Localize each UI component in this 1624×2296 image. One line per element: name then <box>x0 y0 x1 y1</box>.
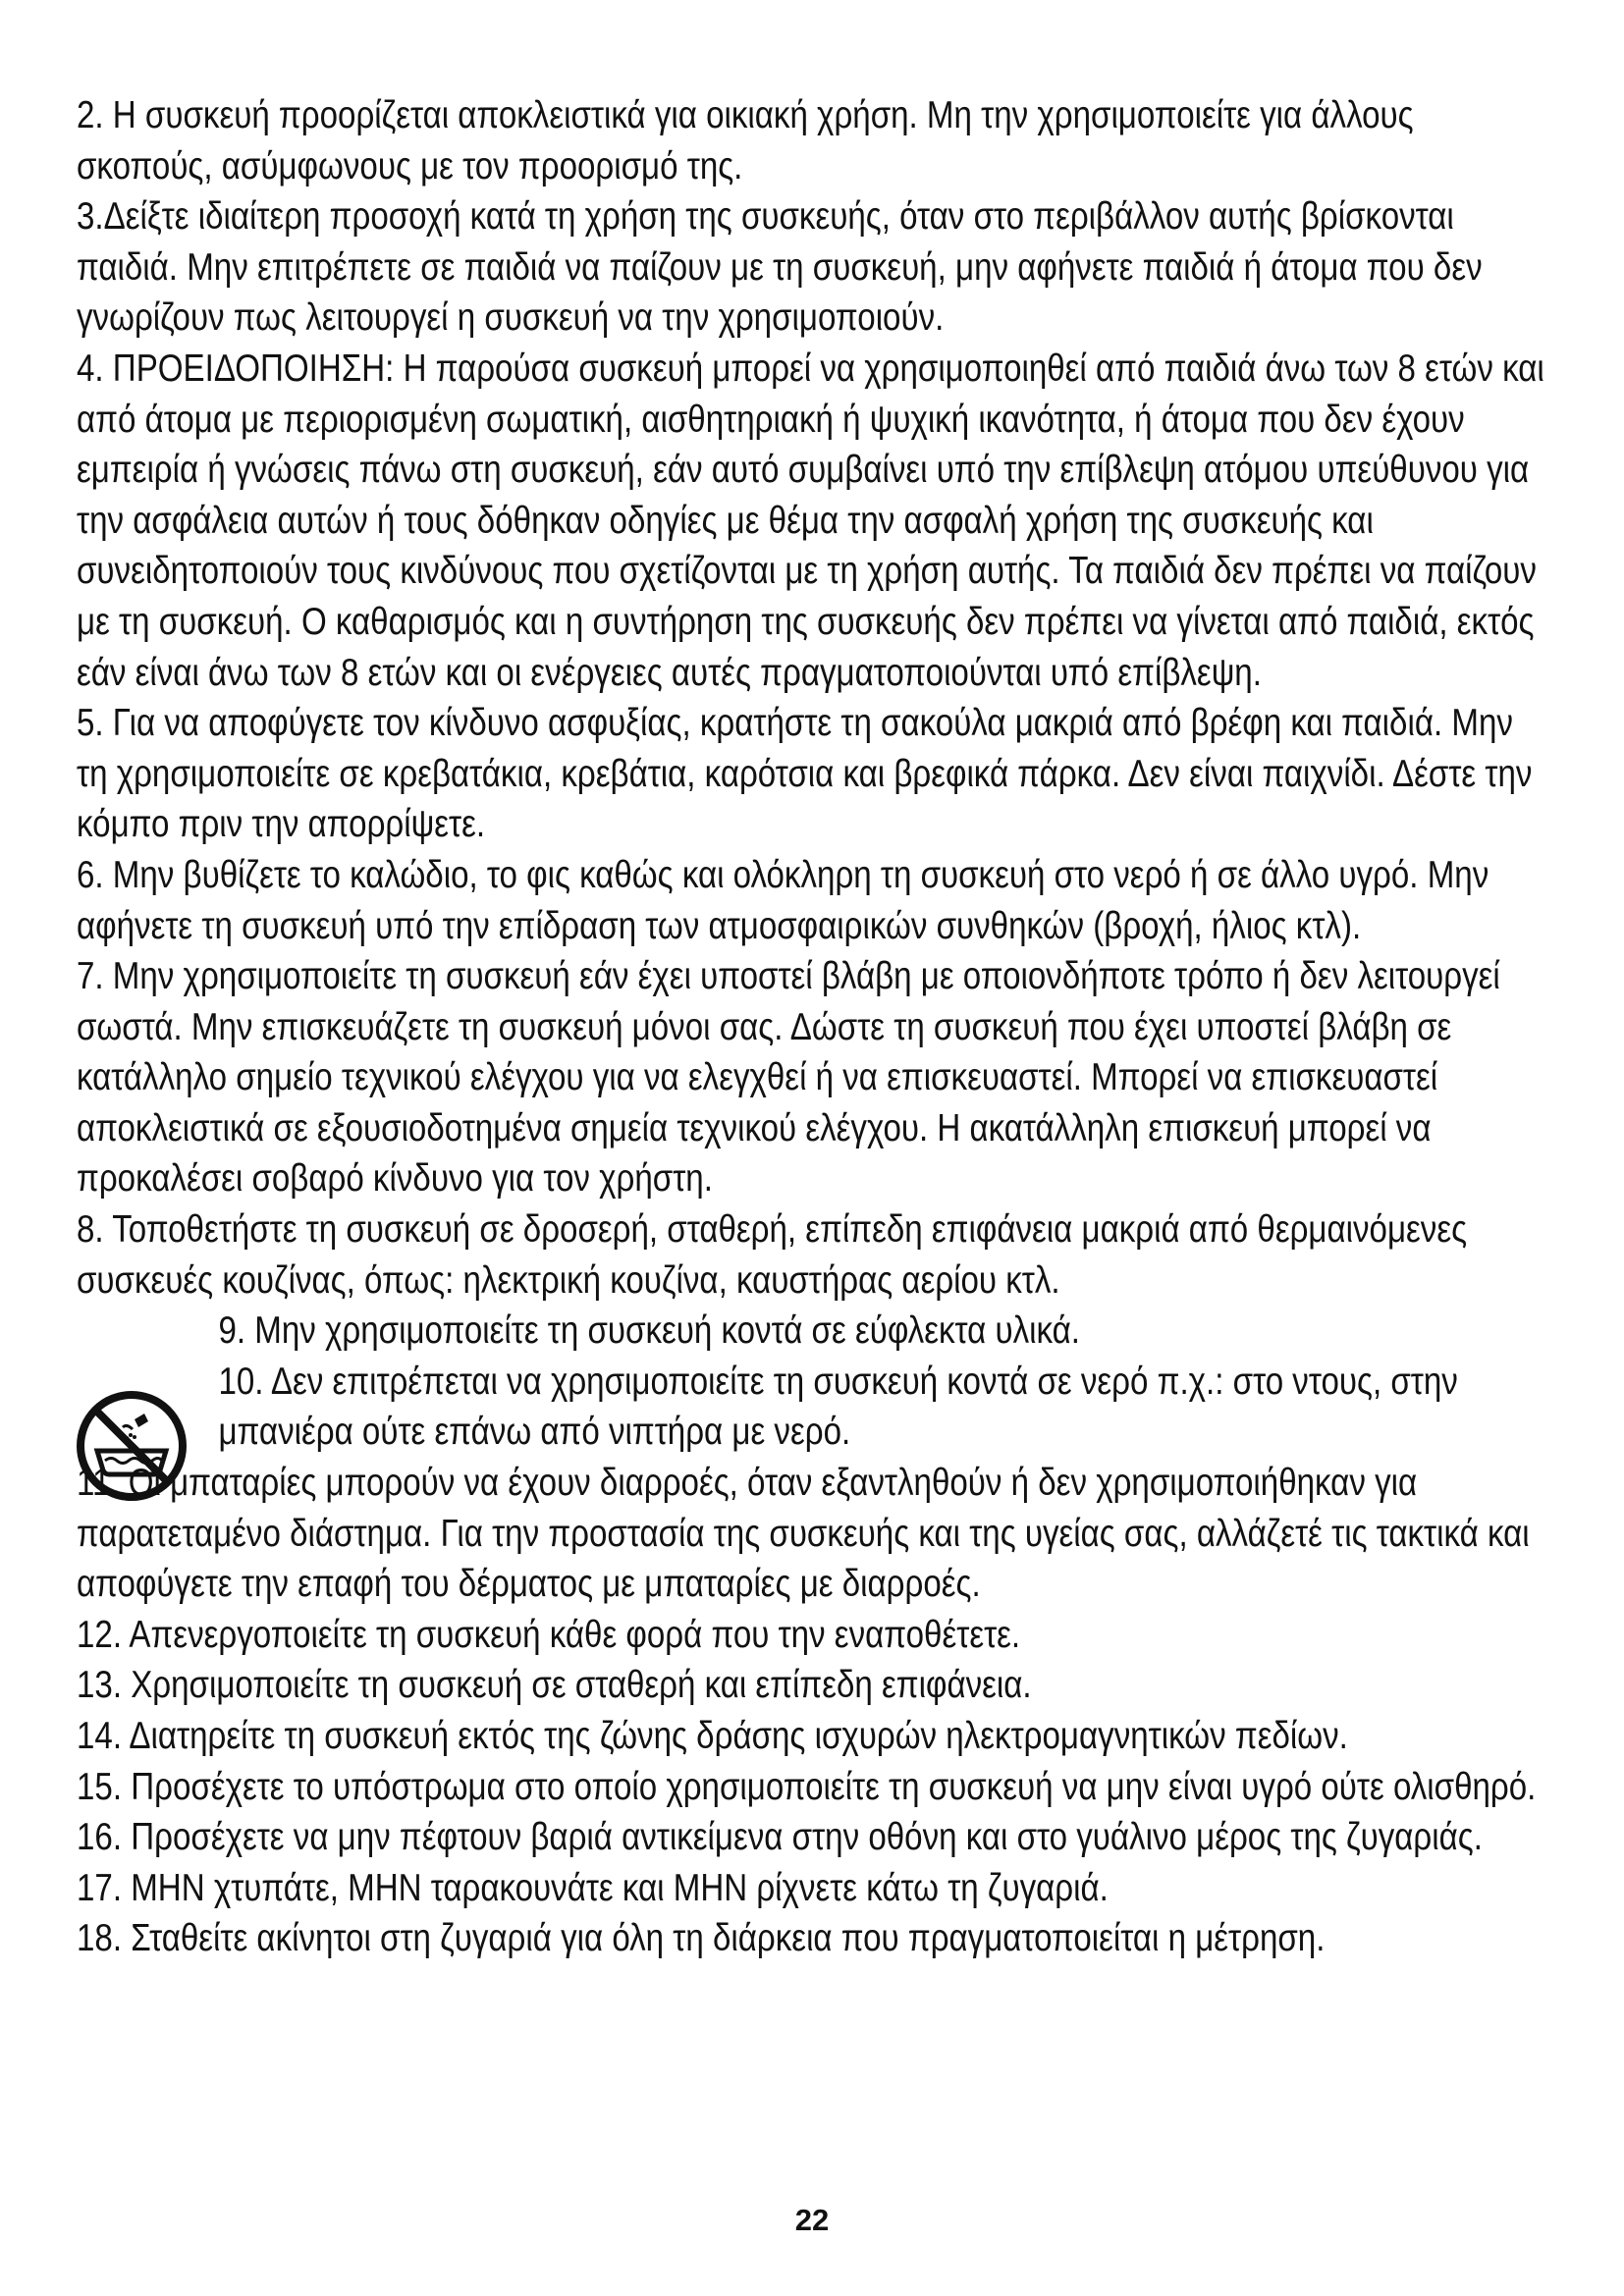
instruction-8: 8. Τοποθετήστε τη συσκευή σε δροσερή, σταθερή, επίπεδη επιφάνεια μακριά από θερμαινόμενες συσκευές κουζίνας, όπως: ηλεκτρική κουζίνα, καυστήρας αερίου κτλ. <box>77 1208 1468 1302</box>
no-water-bath-icon <box>76 1390 188 1502</box>
instruction-16: 16. Προσέχετε να μην πέφτουν βαριά αντικείμενα στην οθόνη και στο γυάλινο μέρος της ζυγαριάς. <box>77 1816 1483 1859</box>
instruction-15: 15. Προσέχετε το υπόστρωμα στο οποίο χρησιμοποιείτε τη συσκευή να μην είναι υγρό ούτε ολισθηρό. <box>77 1765 1537 1808</box>
instruction-18: 18. Σταθείτε ακίνητοι στη ζυγαριά για όλη τη διάρκεια που πραγματοποιείται η μέτρηση. <box>77 1917 1326 1960</box>
instruction-4: 4. ΠΡΟΕΙΔΟΠΟΙΗΣΗ: Η παρούσα συσκευή μπορεί να χρησιμοποιηθεί από παιδιά άνω των 8 ετών και από άτομα με περιορισμένη σωματική, αισθητηριακή ή ψυχική ικανότητα, ή άτομα που δεν έχουν εμπειρία ή γνώσεις πάνω στη συσκευή, εάν αυτό συμβαίνει υπό την επίβλεψη ατόμου υπεύθυνου για την ασφάλεια αυτών ή τους δόθηκαν οδηγίες με θέμα την ασφαλή χρήση της συσκευής και συνειδητοποιούν τους κινδύνους που σχετίζονται με τη χρήση αυτής. Τα παιδιά δεν πρέπει να παίζουν με τη συσκευή. Ο καθαρισμός και η συντήρηση της συσκευής δεν πρέπει να γίνεται από παιδιά, εκτός εάν είναι άνω των 8 ετών και οι ενέργειες αυτές πραγματοποιούνται υπό επίβλεψη. <box>77 347 1544 694</box>
instruction-2: 2. Η συσκευή προορίζεται αποκλειστικά για οικιακή χρήση. Μη την χρησιμοποιείτε για άλλους σκοπούς, ασύμφωνους με τον προορισμό της. <box>77 94 1414 187</box>
instruction-10: 10. Δεν επιτρέπεται να χρησιμοποιείτε τη συσκευή κοντά σε νερό π.χ.: στο ντους, στην μπανιέρα ούτε επάνω από νιπτήρα με νερό. <box>218 1360 1458 1454</box>
page-number: 22 <box>794 2203 830 2237</box>
instruction-9: 9. Μην χρησιμοποιείτε τη συσκευή κοντά σε εύφλεκτα υλικά. <box>218 1309 1081 1353</box>
instruction-3: 3.Δείξτε ιδιαίτερη προσοχή κατά τη χρήση της συσκευής, όταν στο περιβάλλον αυτής βρίσκονται παιδιά. Μην επιτρέπετε σε παιδιά να παίζουν με τη συσκευή, μην αφήνετε παιδιά ή άτομα που δεν γνωρίζουν πως λειτουργεί η συσκευή να την χρησιμοποιούν. <box>77 195 1483 340</box>
instructions-text <box>77 90 1550 1964</box>
instruction-14: 14. Διατηρείτε τη συσκευή εκτός της ζώνης δράσης ισχυρών ηλεκτρομαγνητικών πεδίων. <box>77 1715 1348 1757</box>
instruction-17: 17. ΜΗΝ χτυπάτε, ΜΗΝ ταρακουνάτε και ΜΗΝ ρίχνετε κάτω τη ζυγαριά. <box>77 1866 1109 1909</box>
instruction-11: 11. Οι μπαταρίες μπορούν να έχουν διαρροές, όταν εξαντληθούν ή δεν χρησιμοποιήθηκαν για παρατεταμένο διάστημα. Για την προστασία της συσκευής και της υγείας σας, αλλάζετέ τις τακτικά και αποφύγετε την επαφή του δέρματος με μπαταρίες με διαρροές. <box>77 1462 1530 1606</box>
instruction-7: 7. Μην χρησιμοποιείτε τη συσκευή εάν έχει υποστεί βλάβη με οποιονδήποτε τρόπο ή δεν λειτουργεί σωστά. Μην επισκευάζετε τη συσκευή μόνοι σας. Δώστε τη συσκευή που έχει υποστεί βλάβη σε κατάλληλο σημείο τεχνικού ελέγχου για να ελεγχθεί ή να επισκευαστεί. Μπορεί να επισκευαστεί αποκλειστικά σε εξουσιοδοτημένα σημεία τεχνικού ελέγχου. Η ακατάλληλη επισκευή μπορεί να προκαλέσει σοβαρό κίνδυνο για τον χρήστη. <box>77 955 1500 1201</box>
instruction-5: 5. Για να αποφύγετε τον κίνδυνο ασφυξίας, κρατήστε τη σακούλα μακριά από βρέφη και παιδιά. Μην τη χρησιμοποιείτε σε κρεβατάκια, κρεβάτια, καρότσια και βρεφικά πάρκα. Δεν είναι παιχνίδι. Δέστε την κόμπο πριν την απορρίψετε. <box>77 702 1533 846</box>
instruction-6: 6. Μην βυθίζετε το καλώδιο, το φις καθώς και ολόκληρη τη συσκευή στο νερό ή σε άλλο υγρό. Μην αφήνετε τη συσκευή υπό την επίδραση των ατμοσφαιρικών συνθηκών (βροχή, ήλιος κτλ). <box>77 853 1489 947</box>
instruction-12: 12. Απενεργοποιείτε τη συσκευή κάθε φορά που την εναποθέτετε. <box>77 1613 1021 1656</box>
instruction-13: 13. Χρησιμοποιείτε τη συσκευή σε σταθερή και επίπεδη επιφάνεια. <box>77 1664 1032 1707</box>
